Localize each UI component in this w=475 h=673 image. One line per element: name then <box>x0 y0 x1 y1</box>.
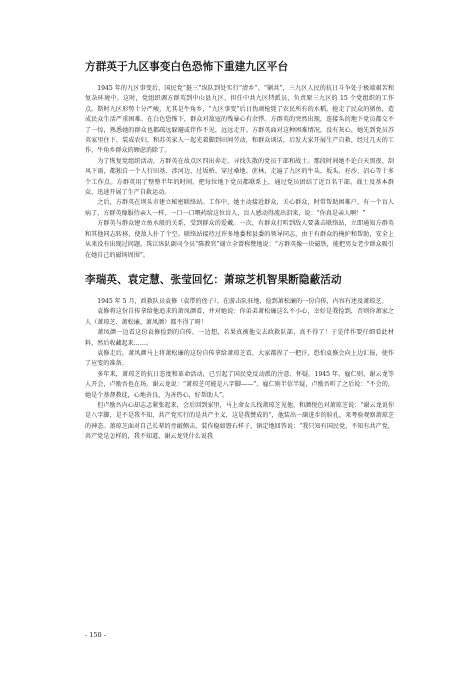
section-2-paragraph: 袁修走后，萧凤颜马上将萧松廉的这份自传拿给萧琼芝看，大家都捏了一把汗，恐怕袁修会向上边汇报，使作了应变的准备。 <box>85 349 394 368</box>
section-1-title: 方群英于九区事变白色恐怖下重建九区平台 <box>85 61 289 73</box>
section-2-paragraph: 袁修将这份自传拿给他追求的萧凤颜看，并对她说：你弟弟萧松廉这么不小心，幸好是我捡到，否则你萧家之人（萧琼芝、萧松廉、萧凤颜）都不得了呀！ <box>85 308 394 326</box>
section-1-paragraph: 方群英与群众建立鱼水般的关系，受到群众的爱戴。一次，有群众打听到敌人要袭击联络站，立即通知方群英和其他同志转移，使敌人扑了个空。联络站接待过许多地委和县委的领导同志，由于有群众的掩护和帮助，安全上从来没有出现过问题。珠江纵队副司令员“陈教官”谢立全曾称赞地说：“方群英像一块磁铁，能把男女老少群众吸引在她自己的磁场周围”。 <box>85 220 394 259</box>
section-2-paragraph: 但卢励吾内心却志忑紧张起来，会后回到家里，马上命女儿找萧琼芝见他，和颜悦色对萧琼芝说：“谢云龙说你是八字脚，是不是我不知，共产党实行的是共产主义，这是我赞成的”，他装出一副进步的脸孔，来考验观察萧琼芝的神态。萧琼芝面对自己长辈的旁敲侧击，装作稳如磐石样子，镇定地回答说：“我只知有国民党，不知有共产党，共产党是怎样的，我不知道，谢云龙凭什么说我 <box>85 401 394 441</box>
page-number: - 150 - <box>85 631 106 639</box>
section-1-paragraph: 之后，方群英在坝头市建立秘密联络站。工作中，她主动接近群众，关心群众，时常帮助困难户，有一个盲人病了，方群英像服侍亲人一样，一口一口喂药给这位盲人，盲人感动得流出泪来，说：“你真是亲人啊！” <box>85 199 394 217</box>
page-content <box>85 52 394 443</box>
section-2-paragraph: 1945 年 5 月，政救队员袁修（袁带的侄子），在游击队驻地，捡到萧松廉的一份自传，内容有述及萧琼芝。 <box>97 297 388 305</box>
section-2-paragraph: 萧凤颜一边看这份袁修捡到的自传，一边想，若果真被他交去政救队部，真不得了！于是伴作要仔细看此材料，然后收藏起来……。 <box>85 329 394 347</box>
section-1-paragraph: 1945 年的九区事变后，国民党“挺三”纵队到处实行“清乡”、“剿共”，三九区人民的抗日斗争处于极端艰苦和复杂环境中。这时，党组织调方群英到中山县九区，担任中共九区特派员，负责原三九区的 15 个党组织的工作点。斯时九区形势十分严峻，尤其是牛角乡，“九区事变”后日伪顽枪毙了农民所有的水稻，抢走了民众的猪鱼，造成民众生活严重困难。在白色恐怖下，群众对敌寇的残暴心有余悸。方群英的突然出现，连接头的地下党员都交不了一惊，熟悉她的群众也都疏远躲避或伴作不见，远远走开。方群英面对这种困难情况，没有灰心，她先到党员苏英家里住下，装成农妇，和苏英家人一起光着脚到田间劳动，和群众谈话，启发大家开展生产自救，经过几天的工作，牛角乡群众的顾虑消除了。 <box>85 85 394 155</box>
section-2-title: 李瑞英、袁定慧、张莹回忆：萧琼芝机智果断隐蔽活动 <box>85 273 342 286</box>
section-1-paragraph: 为了恢复党组织活动，方群英在故点区四出奔走，寻找失散的党员干部和战士。那段时间她不论白天黑夜、刮风下雨，都独自一个人行田基、涉河边、过坂桥、穿过桑地、蔗林，走遍了九区的牛头、坂头、孖沙、沼心等十多个工作点。方群英用了整整半年的时间，把每位地下党员都联系上，通过党员团结了近百名干部、战士及基本群众，迅速开展了生产自救运动。 <box>85 157 394 197</box>
section-2-paragraph: 多年来，萧琼芝的抗日态度和革命活动，已引起了国民党反动派的注意、怀疑。1945 年，雇仁则、谢云龙等人开会，卢励吾也在场。谢云龙说：“萧琼芝可能是八字脚——”。雇仁则半信半疑，卢励吾听了之后说：“不会的，她是个基督教徒，心地善良，为善热心，好帮助人”。 <box>85 370 394 399</box>
